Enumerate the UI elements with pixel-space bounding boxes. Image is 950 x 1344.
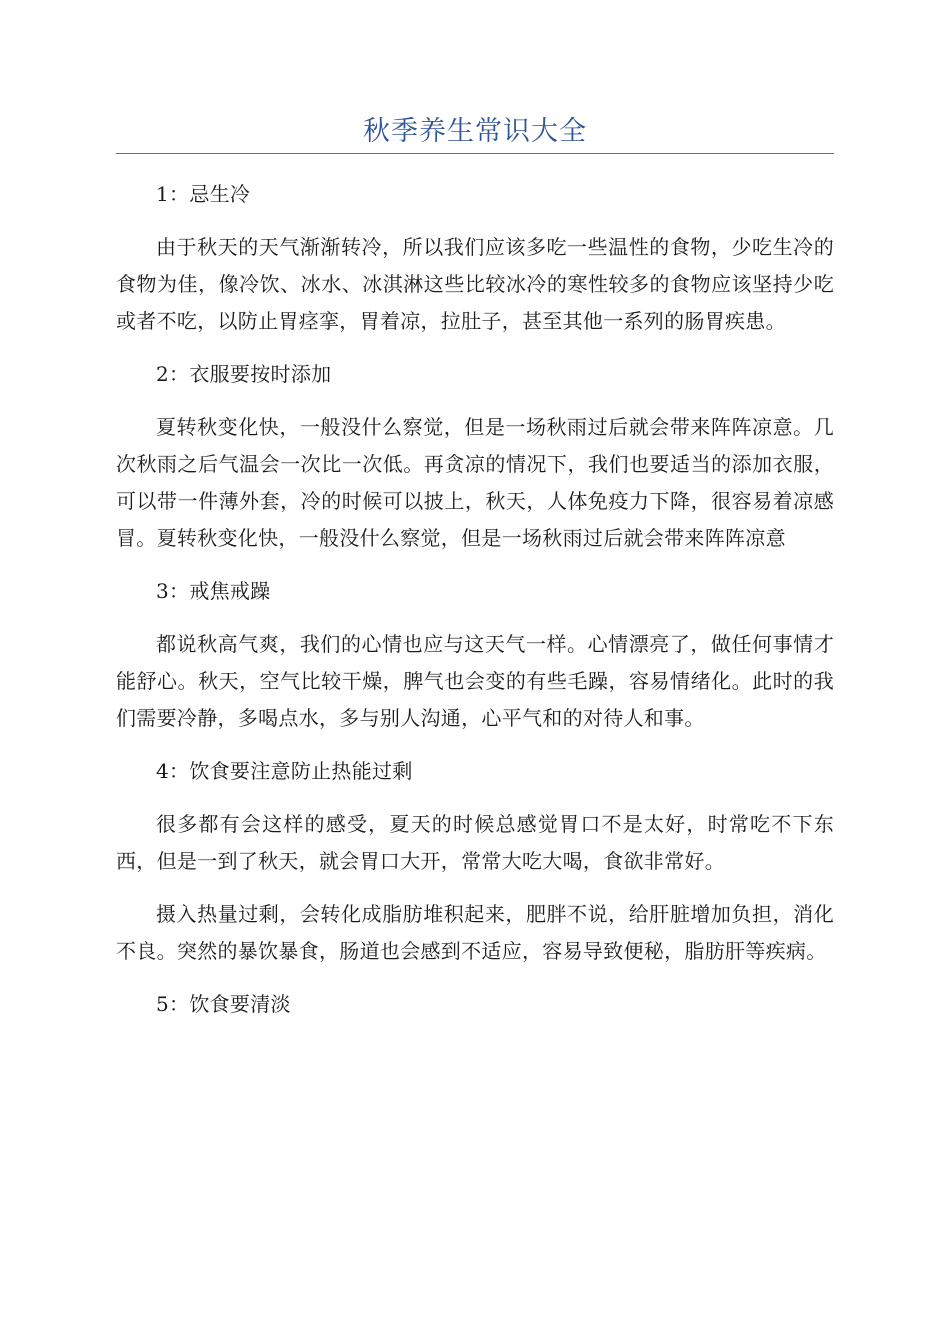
document-title: 秋季养生常识大全 [363, 116, 587, 147]
section-paragraph-4a: 很多都有会这样的感受，夏天的时候总感觉胃口不是太好，时常吃不下东西，但是一到了秋天，就会胃口大开，常常大吃大喝，食欲非常好。 [116, 812, 834, 873]
section-heading-2: 2：衣服要按时添加 [156, 362, 332, 386]
section-heading-3: 3：戒焦戒躁 [156, 579, 271, 603]
section-heading-5: 5：饮食要清淡 [156, 992, 291, 1016]
section-heading-4: 4：饮食要注意防止热能过剩 [156, 759, 413, 783]
section-paragraph-3: 都说秋高气爽，我们的心情也应与这天气一样。心情漂亮了，做任何事情才能舒心。秋天，空气比较干燥，脾气也会变的有些毛躁，容易情绪化。此时的我们需要冷静，多喝点水，多与别人沟通，心平气和的对待人和事。 [116, 632, 834, 730]
section-heading-1: 1：忌生冷 [156, 182, 251, 206]
section-paragraph-4b: 摄入热量过剩，会转化成脂肪堆积起来，肥胖不说，给肝脏增加负担，消化不良。突然的暴饮暴食，肠道也会感到不适应，容易导致便秘，脂肪肝等疾病。 [116, 902, 834, 963]
section-paragraph-2: 夏转秋变化快，一般没什么察觉，但是一场秋雨过后就会带来阵阵凉意。几次秋雨之后气温会一次比一次低。再贪凉的情况下，我们也要适当的添加衣服，可以带一件薄外套，冷的时候可以披上，秋天，人体免疫力下降，很容易着凉感冒。夏转秋变化快，一般没什么察觉，但是一场秋雨过后就会带来阵阵凉意 [116, 415, 834, 550]
section-paragraph-1: 由于秋天的天气渐渐转冷，所以我们应该多吃一些温性的食物，少吃生冷的食物为佳，像冷饮、冰水、冰淇淋这些比较冰冷的寒性较多的食物应该坚持少吃或者不吃，以防止胃痉挛，胃着凉，拉肚子，甚至其他一系列的肠胃疾患。 [116, 235, 834, 333]
title-underline [116, 153, 834, 154]
document-body [116, 176, 834, 1039]
